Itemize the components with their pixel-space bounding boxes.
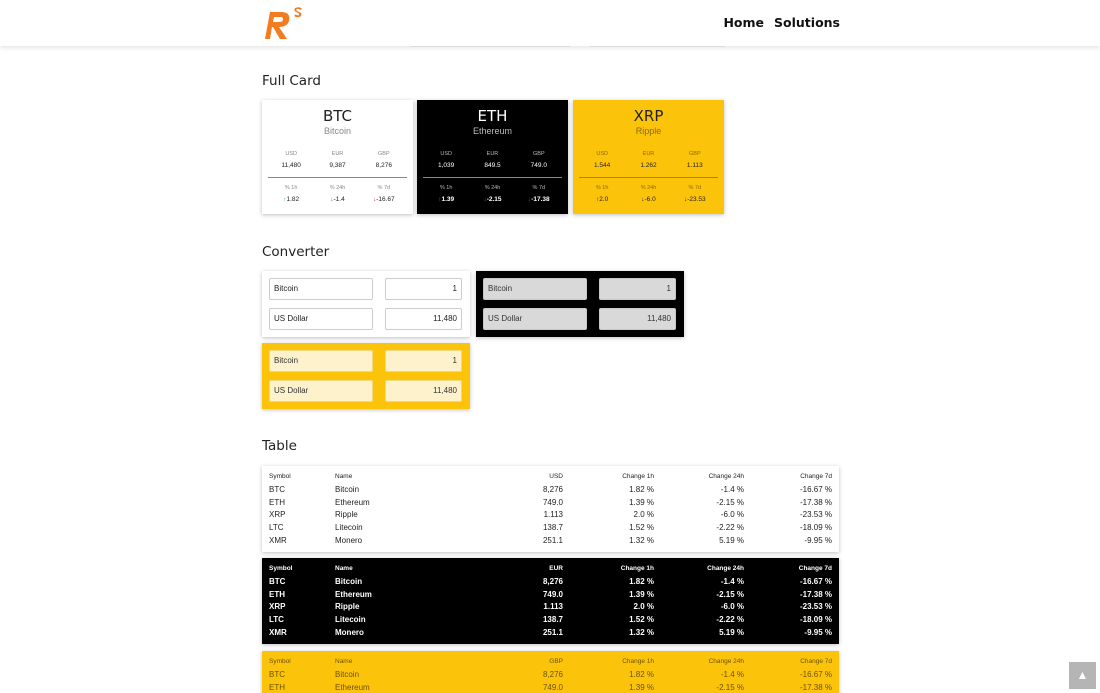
change-1h: ↑1.39	[438, 196, 455, 203]
to-amount-input[interactable]: 11,480	[385, 380, 462, 402]
table-cell: 251.1	[542, 536, 563, 545]
table-header-cell: Change 1h	[622, 658, 654, 665]
table-cell: LTC	[269, 523, 284, 533]
table-row	[262, 589, 839, 601]
gbp-price: 749.0	[530, 162, 547, 169]
table-cell: BTC	[269, 576, 286, 586]
table-cell: 5.19 %	[719, 536, 744, 545]
change-1h-label: % 1h	[439, 185, 453, 191]
table-cell: -16.67 %	[799, 576, 832, 586]
table-row	[262, 522, 839, 534]
usd-label: USD	[440, 151, 452, 157]
from-currency-select[interactable]: Bitcoin	[483, 278, 587, 300]
card-symbol: BTC	[322, 107, 353, 125]
usd-price: 11,480	[281, 162, 301, 169]
table-cell: BTC	[269, 669, 285, 679]
table-cell: LTC	[269, 615, 284, 625]
table-cell: 8,276	[542, 484, 563, 494]
table-cell: Ethereum	[335, 589, 372, 599]
table-row	[262, 669, 839, 681]
table-row	[262, 576, 839, 588]
table-cell: -16.67 %	[799, 669, 832, 679]
table-cell: 138.7	[542, 523, 563, 533]
table-row	[262, 484, 839, 496]
price-table-usd	[262, 466, 839, 552]
table-cell: -1.4 %	[720, 576, 744, 586]
table-cell: ETH	[269, 682, 285, 692]
table-cell: -17.38 %	[799, 589, 832, 599]
card-divider	[423, 177, 562, 178]
section-title-converter: Converter	[262, 244, 330, 260]
section-title-full-card: Full Card	[262, 73, 321, 89]
table-cell: 1.82 %	[629, 576, 654, 586]
table-header-cell: Change 24h	[707, 565, 744, 572]
table-cell: XMR	[269, 536, 287, 545]
table-header-cell: Name	[335, 658, 353, 665]
table-header-cell: Symbol	[269, 565, 293, 572]
table-header-cell: Change 1h	[620, 565, 654, 572]
gbp-label: GBP	[378, 151, 390, 157]
card-change-labels	[579, 185, 718, 191]
change-1h: ↑1.82	[283, 196, 300, 203]
change-7d-label: % 7d	[532, 185, 546, 191]
eur-label: EUR	[486, 151, 499, 157]
table-header-cell: Change 7d	[798, 565, 832, 572]
arrow-down-icon: ↓	[683, 196, 688, 203]
table-cell: Bitcoin	[335, 484, 360, 494]
table-cell: Ethereum	[335, 497, 370, 507]
from-currency-select[interactable]: Bitcoin	[269, 278, 373, 300]
table-header-cell: Change 1h	[622, 473, 654, 480]
table-cell: -2.15 %	[716, 589, 744, 599]
arrow-down-icon: ↓	[641, 196, 645, 203]
card-divider	[579, 177, 718, 178]
table-header-row	[262, 471, 839, 483]
eur-price: 9,387	[329, 162, 346, 169]
card-prices	[579, 162, 718, 169]
card-change-labels	[423, 185, 562, 191]
section-title-table: Table	[262, 438, 297, 454]
table-cell: 1.82 %	[629, 484, 654, 494]
table-cell: XMR	[269, 628, 287, 637]
from-amount-input[interactable]: 1	[385, 350, 462, 372]
table-cell: Litecoin	[335, 523, 363, 533]
change-24h-label: % 24h	[484, 185, 501, 191]
divider	[410, 46, 570, 47]
change-1h-label: % 1h	[284, 185, 298, 191]
gbp-price: 8,276	[375, 162, 392, 169]
nav-solutions-link[interactable]: Solutions	[774, 15, 840, 30]
table-header-row	[262, 563, 839, 575]
price-table-gbp	[262, 651, 839, 693]
table-cell: 1.52 %	[629, 615, 654, 625]
gbp-label: GBP	[689, 151, 701, 157]
card-currency-labels	[423, 151, 562, 157]
table-cell: 1.39 %	[629, 497, 654, 507]
gbp-price: 1.113	[686, 162, 703, 169]
table-header-cell: Change 24h	[708, 473, 744, 480]
arrow-up-icon: ↑	[283, 196, 287, 203]
table-cell: Litecoin	[335, 615, 366, 625]
change-1h: ↑2.0	[596, 196, 609, 203]
table-header-cell: Change 7d	[800, 473, 832, 480]
table-cell: 1.32 %	[629, 628, 654, 637]
table-header-cell: USD	[549, 473, 563, 480]
table-cell: 749.0	[542, 589, 563, 599]
change-24h: ↓-2.15	[483, 196, 502, 203]
table-cell: 8,276	[542, 576, 563, 586]
table-cell: 8,276	[542, 669, 563, 679]
main-nav	[723, 15, 840, 30]
table-cell: -2.15 %	[716, 497, 744, 507]
table-cell: -6.0 %	[720, 510, 744, 520]
table-cell: Bitcoin	[335, 576, 363, 586]
table-cell: -9.95 %	[804, 628, 832, 637]
table-row	[262, 627, 839, 639]
change-1h-label: % 1h	[595, 185, 609, 191]
card-name: Ripple	[635, 126, 662, 136]
card-symbol: ETH	[477, 107, 508, 125]
converter-yellow	[262, 343, 470, 409]
table-cell: 1.82 %	[629, 669, 654, 679]
table-header-cell: Change 24h	[708, 658, 744, 665]
card-change-labels	[268, 185, 407, 191]
to-amount-input[interactable]: 11,480	[385, 308, 462, 330]
to-currency-select[interactable]: US Dollar	[269, 380, 373, 402]
table-cell: -2.15 %	[716, 682, 744, 692]
crypto-card-btc	[262, 100, 413, 214]
table-cell: -2.22 %	[716, 615, 744, 625]
table-row	[262, 509, 839, 521]
card-currency-labels	[579, 151, 718, 157]
card-changes	[423, 196, 562, 203]
usd-label: USD	[596, 151, 608, 157]
table-cell: -1.4 %	[720, 669, 744, 679]
top-navbar	[0, 0, 1100, 46]
price-table-eur	[262, 558, 839, 644]
table-cell: 1.39 %	[629, 589, 654, 599]
table-cell: 1.113	[543, 602, 563, 612]
table-cell: Ethereum	[335, 682, 370, 692]
table-cell: 749.0	[542, 682, 563, 692]
table-cell: -1.4 %	[720, 484, 744, 494]
crypto-card-eth	[417, 100, 568, 214]
table-cell: 1.32 %	[629, 536, 654, 545]
table-header-cell: Name	[335, 565, 353, 572]
divider	[590, 46, 725, 47]
gbp-label: GBP	[533, 151, 545, 157]
table-cell: Monero	[335, 536, 363, 545]
table-cell: 5.19 %	[719, 628, 744, 637]
card-changes	[579, 196, 718, 203]
from-currency-select[interactable]: Bitcoin	[269, 350, 373, 372]
chevron-up-icon: ▲	[1076, 668, 1089, 682]
table-row	[262, 614, 839, 626]
usd-label: USD	[285, 151, 297, 157]
converter-white	[262, 271, 470, 337]
from-amount-input[interactable]: 1	[599, 278, 676, 300]
change-7d: ↓-17.38	[527, 196, 550, 203]
table-cell: -17.38 %	[799, 682, 832, 692]
to-amount-input[interactable]: 11,480	[599, 308, 676, 330]
table-cell: 138.7	[542, 615, 563, 625]
table-cell: -23.53 %	[799, 510, 832, 520]
eur-label: EUR	[642, 151, 655, 157]
table-cell: 2.0 %	[633, 602, 654, 612]
change-7d: ↓-16.67	[372, 196, 395, 203]
change-7d-label: % 7d	[377, 185, 391, 191]
arrow-down-icon: ↓	[330, 196, 334, 203]
table-cell: -23.53 %	[799, 602, 832, 612]
table-cell: -2.22 %	[716, 523, 744, 533]
table-header-cell: GBP	[549, 658, 563, 665]
nav-home-link[interactable]: Home	[723, 15, 765, 30]
card-prices	[268, 162, 407, 169]
table-cell: 1.113	[543, 510, 563, 520]
to-currency-select[interactable]: US Dollar	[483, 308, 587, 330]
table-cell: Monero	[335, 628, 364, 637]
card-name: Ethereum	[472, 126, 513, 136]
table-cell: 1.39 %	[629, 682, 654, 692]
table-cell: -6.0 %	[720, 602, 744, 612]
table-cell: Ripple	[335, 510, 358, 520]
rs-logo-icon[interactable]	[262, 6, 308, 40]
table-cell: BTC	[269, 484, 285, 494]
eur-label: EUR	[331, 151, 344, 157]
arrow-down-icon: ↓	[372, 196, 377, 203]
from-amount-input[interactable]: 1	[385, 278, 462, 300]
table-header-cell: Change 7d	[800, 658, 832, 665]
table-cell: -18.09 %	[799, 523, 832, 533]
table-cell: XRP	[269, 510, 286, 520]
arrow-down-icon: ↓	[483, 196, 487, 203]
change-24h: ↓-6.0	[641, 196, 656, 203]
table-cell: 749.0	[542, 497, 563, 507]
change-24h: ↓-1.4	[330, 196, 345, 203]
table-cell: Ripple	[335, 602, 360, 612]
table-cell: ETH	[269, 497, 285, 507]
table-cell: 2.0 %	[633, 510, 654, 520]
card-prices	[423, 162, 562, 169]
table-row	[262, 682, 839, 693]
change-24h-label: % 24h	[640, 185, 657, 191]
table-cell: XRP	[269, 602, 286, 612]
change-7d-label: % 7d	[688, 185, 702, 191]
table-cell: -9.95 %	[804, 536, 832, 545]
table-header-cell: Symbol	[269, 473, 291, 480]
back-to-top-button[interactable]	[1069, 662, 1096, 689]
arrow-down-icon: ↓	[527, 196, 532, 203]
table-cell: -17.38 %	[799, 497, 832, 507]
usd-price: 1,039	[438, 162, 455, 169]
table-cell: 251.1	[542, 628, 563, 637]
table-row	[262, 601, 839, 613]
table-cell: ETH	[269, 589, 285, 599]
card-currency-labels	[268, 151, 407, 157]
table-header-cell: EUR	[549, 565, 563, 572]
arrow-up-icon: ↑	[438, 196, 442, 203]
change-24h-label: % 24h	[329, 185, 346, 191]
card-name: Bitcoin	[323, 126, 351, 136]
table-header-cell: Symbol	[269, 658, 291, 665]
card-changes	[268, 196, 407, 203]
card-symbol: XRP	[633, 107, 664, 125]
table-cell: -16.67 %	[799, 484, 832, 494]
eur-price: 849.5	[484, 162, 501, 169]
card-divider	[268, 177, 407, 178]
to-currency-select[interactable]: US Dollar	[269, 308, 373, 330]
usd-price: 1.544	[594, 162, 611, 169]
table-cell: -18.09 %	[799, 615, 832, 625]
table-row	[262, 535, 839, 547]
table-cell: 1.52 %	[629, 523, 654, 533]
eur-price: 1.262	[640, 162, 657, 169]
crypto-card-xrp	[573, 100, 724, 214]
table-cell: Bitcoin	[335, 669, 360, 679]
converter-black	[476, 271, 684, 337]
arrow-up-icon: ↑	[596, 196, 600, 203]
table-row	[262, 497, 839, 509]
change-7d: ↓-23.53	[683, 196, 706, 203]
table-header-row	[262, 656, 839, 668]
table-header-cell: Name	[335, 473, 353, 480]
